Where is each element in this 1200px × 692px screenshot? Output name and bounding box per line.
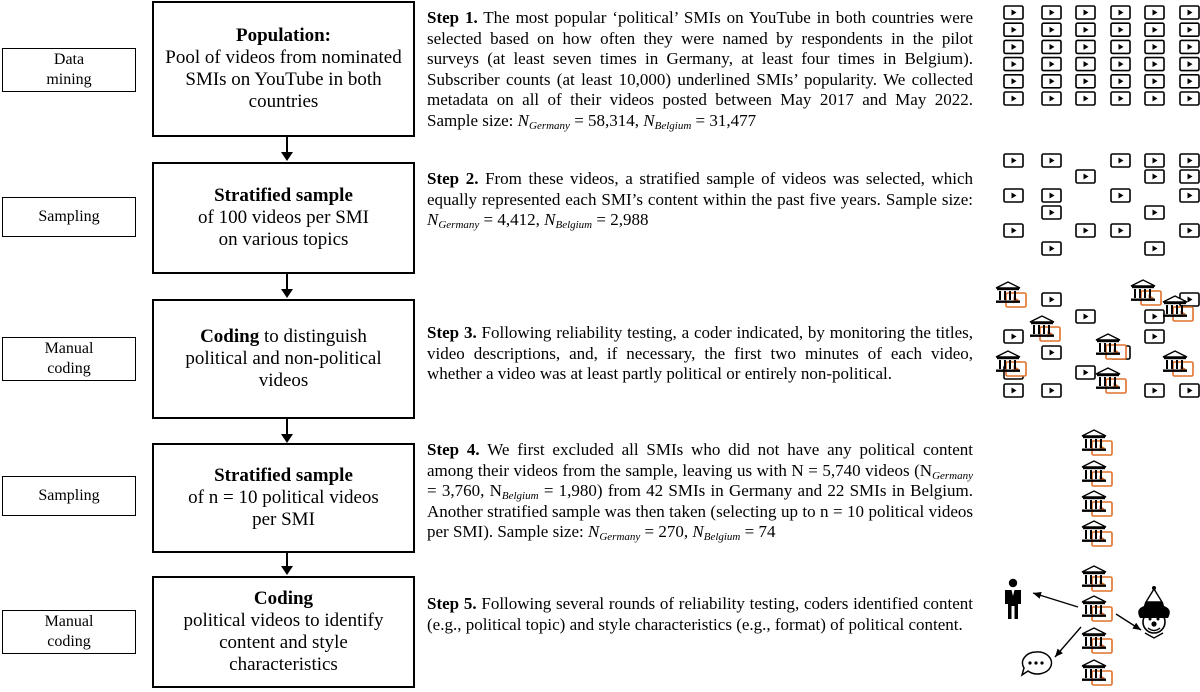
connector-arrow	[1033, 592, 1078, 607]
video-icon	[1004, 58, 1023, 71]
political-video-icon	[1082, 491, 1112, 516]
stage-label-line: coding	[47, 633, 91, 650]
video-icon	[1042, 189, 1061, 202]
box-line: SMIs on YouTube in both	[185, 69, 382, 90]
video-icon	[1076, 75, 1095, 88]
video-icon	[1042, 23, 1061, 36]
video-icon	[1145, 23, 1164, 36]
video-icon	[1004, 40, 1023, 53]
n-belgium-value: = 2,988	[596, 210, 649, 229]
n-germany-value: = 4,412,	[483, 210, 540, 229]
box-title: Stratified sample	[214, 465, 353, 486]
stage-label-line: Data	[53, 51, 85, 68]
video-icon	[1076, 23, 1095, 36]
box-line: political and non-political	[185, 348, 382, 369]
n-belgium-value: = 31,477	[695, 110, 757, 130]
box-line: countries	[248, 91, 319, 112]
video-icon	[1145, 40, 1164, 53]
video-icon	[1145, 330, 1164, 343]
stage-label-line: Sampling	[38, 487, 100, 504]
video-icon	[1042, 40, 1061, 53]
political-video-icon	[996, 282, 1026, 307]
step-text: The most popular ‘political’ SMIs on YouTube in both countries were selected based on how often they were named by respondents in the pilot surveys (at least seven times in Germany, at least four times in Belgium). Subscriber counts (at least 10,000) underlined SMIs’ popularity. We collected metadata on all of their videos posted between May 2017 and May 2022. Sample size:	[427, 8, 973, 130]
video-icon	[1042, 293, 1061, 306]
n-belgium-sub: Belgium	[555, 219, 593, 231]
box-line: Pool of videos from nominated	[165, 47, 402, 68]
video-icon	[1111, 189, 1130, 202]
clown-icon	[1138, 586, 1170, 638]
video-icon	[1111, 92, 1130, 105]
political-video-icon	[1082, 521, 1112, 546]
video-icon	[1004, 75, 1023, 88]
video-icon	[1076, 224, 1095, 237]
box-line: characteristics	[229, 654, 338, 675]
box-title: Population:	[235, 25, 332, 46]
box-title: Coding	[200, 326, 260, 347]
political-video-icon	[996, 351, 1026, 376]
step-text: From these videos, a stratified sample of videos was selected, which equally represented each SMI’s content within the past five years. Sample size:	[427, 169, 974, 209]
n-germany-value: = 270,	[644, 522, 689, 541]
political-video-icon	[1163, 351, 1193, 376]
video-icon	[1004, 330, 1023, 343]
political-video-icon	[1030, 316, 1060, 341]
n-germany-label: N	[588, 522, 600, 541]
connector-arrow	[1116, 614, 1141, 630]
political-video-icon	[1096, 368, 1126, 393]
box-line: per SMI	[252, 509, 315, 530]
video-icon	[1180, 189, 1199, 202]
n-germany-label: N	[517, 110, 529, 130]
video-icon	[1145, 310, 1164, 323]
speech-bubble-icon	[1022, 652, 1052, 675]
video-icon	[1042, 346, 1061, 359]
video-icon	[1076, 92, 1095, 105]
box-line: political videos to identify	[183, 610, 384, 631]
n-belgium-sub: Belgium	[703, 531, 741, 543]
video-icon	[1111, 6, 1130, 19]
video-icon	[1111, 224, 1130, 237]
video-icon	[1180, 154, 1199, 167]
n-germany-sub: Germany	[438, 219, 480, 231]
connector-arrow	[1055, 627, 1081, 657]
video-icon	[1076, 58, 1095, 71]
video-icon	[1042, 6, 1061, 19]
political-video-icon	[1082, 566, 1112, 591]
box-line: content and style	[219, 632, 348, 653]
stage-label-line: Manual	[44, 340, 94, 357]
video-icon	[1111, 75, 1130, 88]
video-icon	[1180, 40, 1199, 53]
step-sub: Germany	[932, 469, 973, 482]
box-title-suffix: to distinguish	[259, 326, 367, 347]
box-title: Coding	[253, 588, 314, 609]
n-belgium-value: = 74	[744, 522, 776, 541]
video-icon	[1180, 224, 1199, 237]
political-video-icon	[1096, 334, 1126, 359]
political-video-icon	[1082, 596, 1112, 621]
video-icon	[1111, 58, 1130, 71]
video-icon	[1042, 206, 1061, 219]
step-text: Following reliability testing, a coder indicated, by monitoring the titles, video descriptions, and, if necessary, the first two minutes of each video, whether a video was at least partly political or entirely non-political.	[427, 323, 973, 383]
video-icon	[1145, 242, 1164, 255]
video-icon	[1180, 92, 1199, 105]
video-icon	[1004, 189, 1023, 202]
step-heading: Step 2.	[427, 169, 479, 188]
video-icon	[1076, 6, 1095, 19]
video-icon	[1076, 170, 1095, 183]
box-line: videos	[258, 370, 309, 391]
step-heading: Step 4.	[427, 440, 480, 459]
video-icon	[1180, 58, 1199, 71]
video-icon	[1180, 23, 1199, 36]
video-icon	[1004, 154, 1023, 167]
step-text: We first excluded all SMIs who did not have any political content among their videos from the sample, leaving us with N = 5,740 videos (N	[427, 440, 974, 480]
video-icon	[1180, 6, 1199, 19]
n-belgium-sub: Belgium	[654, 119, 692, 132]
politician-icon	[1005, 579, 1021, 619]
video-icon	[1145, 384, 1164, 397]
video-icon	[1076, 366, 1095, 379]
video-icon	[1145, 75, 1164, 88]
n-germany-label: N	[427, 210, 439, 229]
n-belgium-label: N	[643, 110, 655, 130]
video-icon	[1042, 75, 1061, 88]
political-video-icon	[1082, 461, 1112, 486]
video-icon	[1145, 206, 1164, 219]
stage-label-line: Manual	[44, 613, 94, 630]
political-video-icon	[1082, 628, 1112, 653]
political-video-icon	[1082, 660, 1112, 685]
video-icon	[1145, 6, 1164, 19]
video-icon	[1180, 384, 1199, 397]
video-icon	[1042, 242, 1061, 255]
step-text: = 3,760, N	[427, 481, 502, 500]
box-title: Stratified sample	[214, 185, 353, 206]
video-icon	[1076, 40, 1095, 53]
n-germany-sub: Germany	[529, 119, 570, 132]
political-video-icon	[1131, 280, 1161, 305]
box-line: on various topics	[218, 229, 349, 250]
video-icon	[1004, 6, 1023, 19]
stage-label-line: coding	[47, 360, 91, 377]
video-icon	[1042, 154, 1061, 167]
step-text: Following several rounds of reliability testing, coders identified content (e.g., political topic) and style characteristics (e.g., format) of political content.	[427, 594, 973, 634]
video-icon	[1145, 92, 1164, 105]
video-icon	[1180, 75, 1199, 88]
box-line: of n = 10 political videos	[188, 487, 379, 508]
video-icon	[1111, 23, 1130, 36]
step-heading: Step 5.	[427, 594, 477, 613]
step-heading: Step 3.	[427, 323, 477, 342]
video-icon	[1180, 170, 1199, 183]
box-line: of 100 videos per SMI	[198, 207, 369, 228]
video-icon	[1145, 58, 1164, 71]
video-icon	[1042, 92, 1061, 105]
n-belgium-label: N	[692, 522, 704, 541]
video-icon	[1042, 384, 1061, 397]
stage-label-line: mining	[46, 71, 92, 88]
stage-label-line: Sampling	[38, 208, 100, 225]
video-icon	[1145, 170, 1164, 183]
video-icon	[1111, 154, 1130, 167]
video-icon	[1004, 384, 1023, 397]
video-icon	[1145, 154, 1164, 167]
n-germany-sub: Germany	[599, 531, 641, 543]
video-icon	[1042, 58, 1061, 71]
video-icon	[1111, 40, 1130, 53]
step-sub: Belgium	[501, 490, 539, 502]
video-icon	[1004, 224, 1023, 237]
video-icon	[1076, 310, 1095, 323]
step-heading: Step 1.	[427, 8, 478, 27]
n-belgium-label: N	[544, 210, 556, 229]
step-text: = 1,980) from 42 SMIs in Germany and 22 SMIs in Belgium. Another stratified sample was then taken (selecting up to n = 10 political videos per SMI). Sample size:	[427, 481, 973, 541]
n-germany-value: = 58,314,	[574, 110, 640, 130]
video-icon	[1004, 92, 1023, 105]
video-icon	[1004, 23, 1023, 36]
political-video-icon	[1082, 430, 1112, 455]
